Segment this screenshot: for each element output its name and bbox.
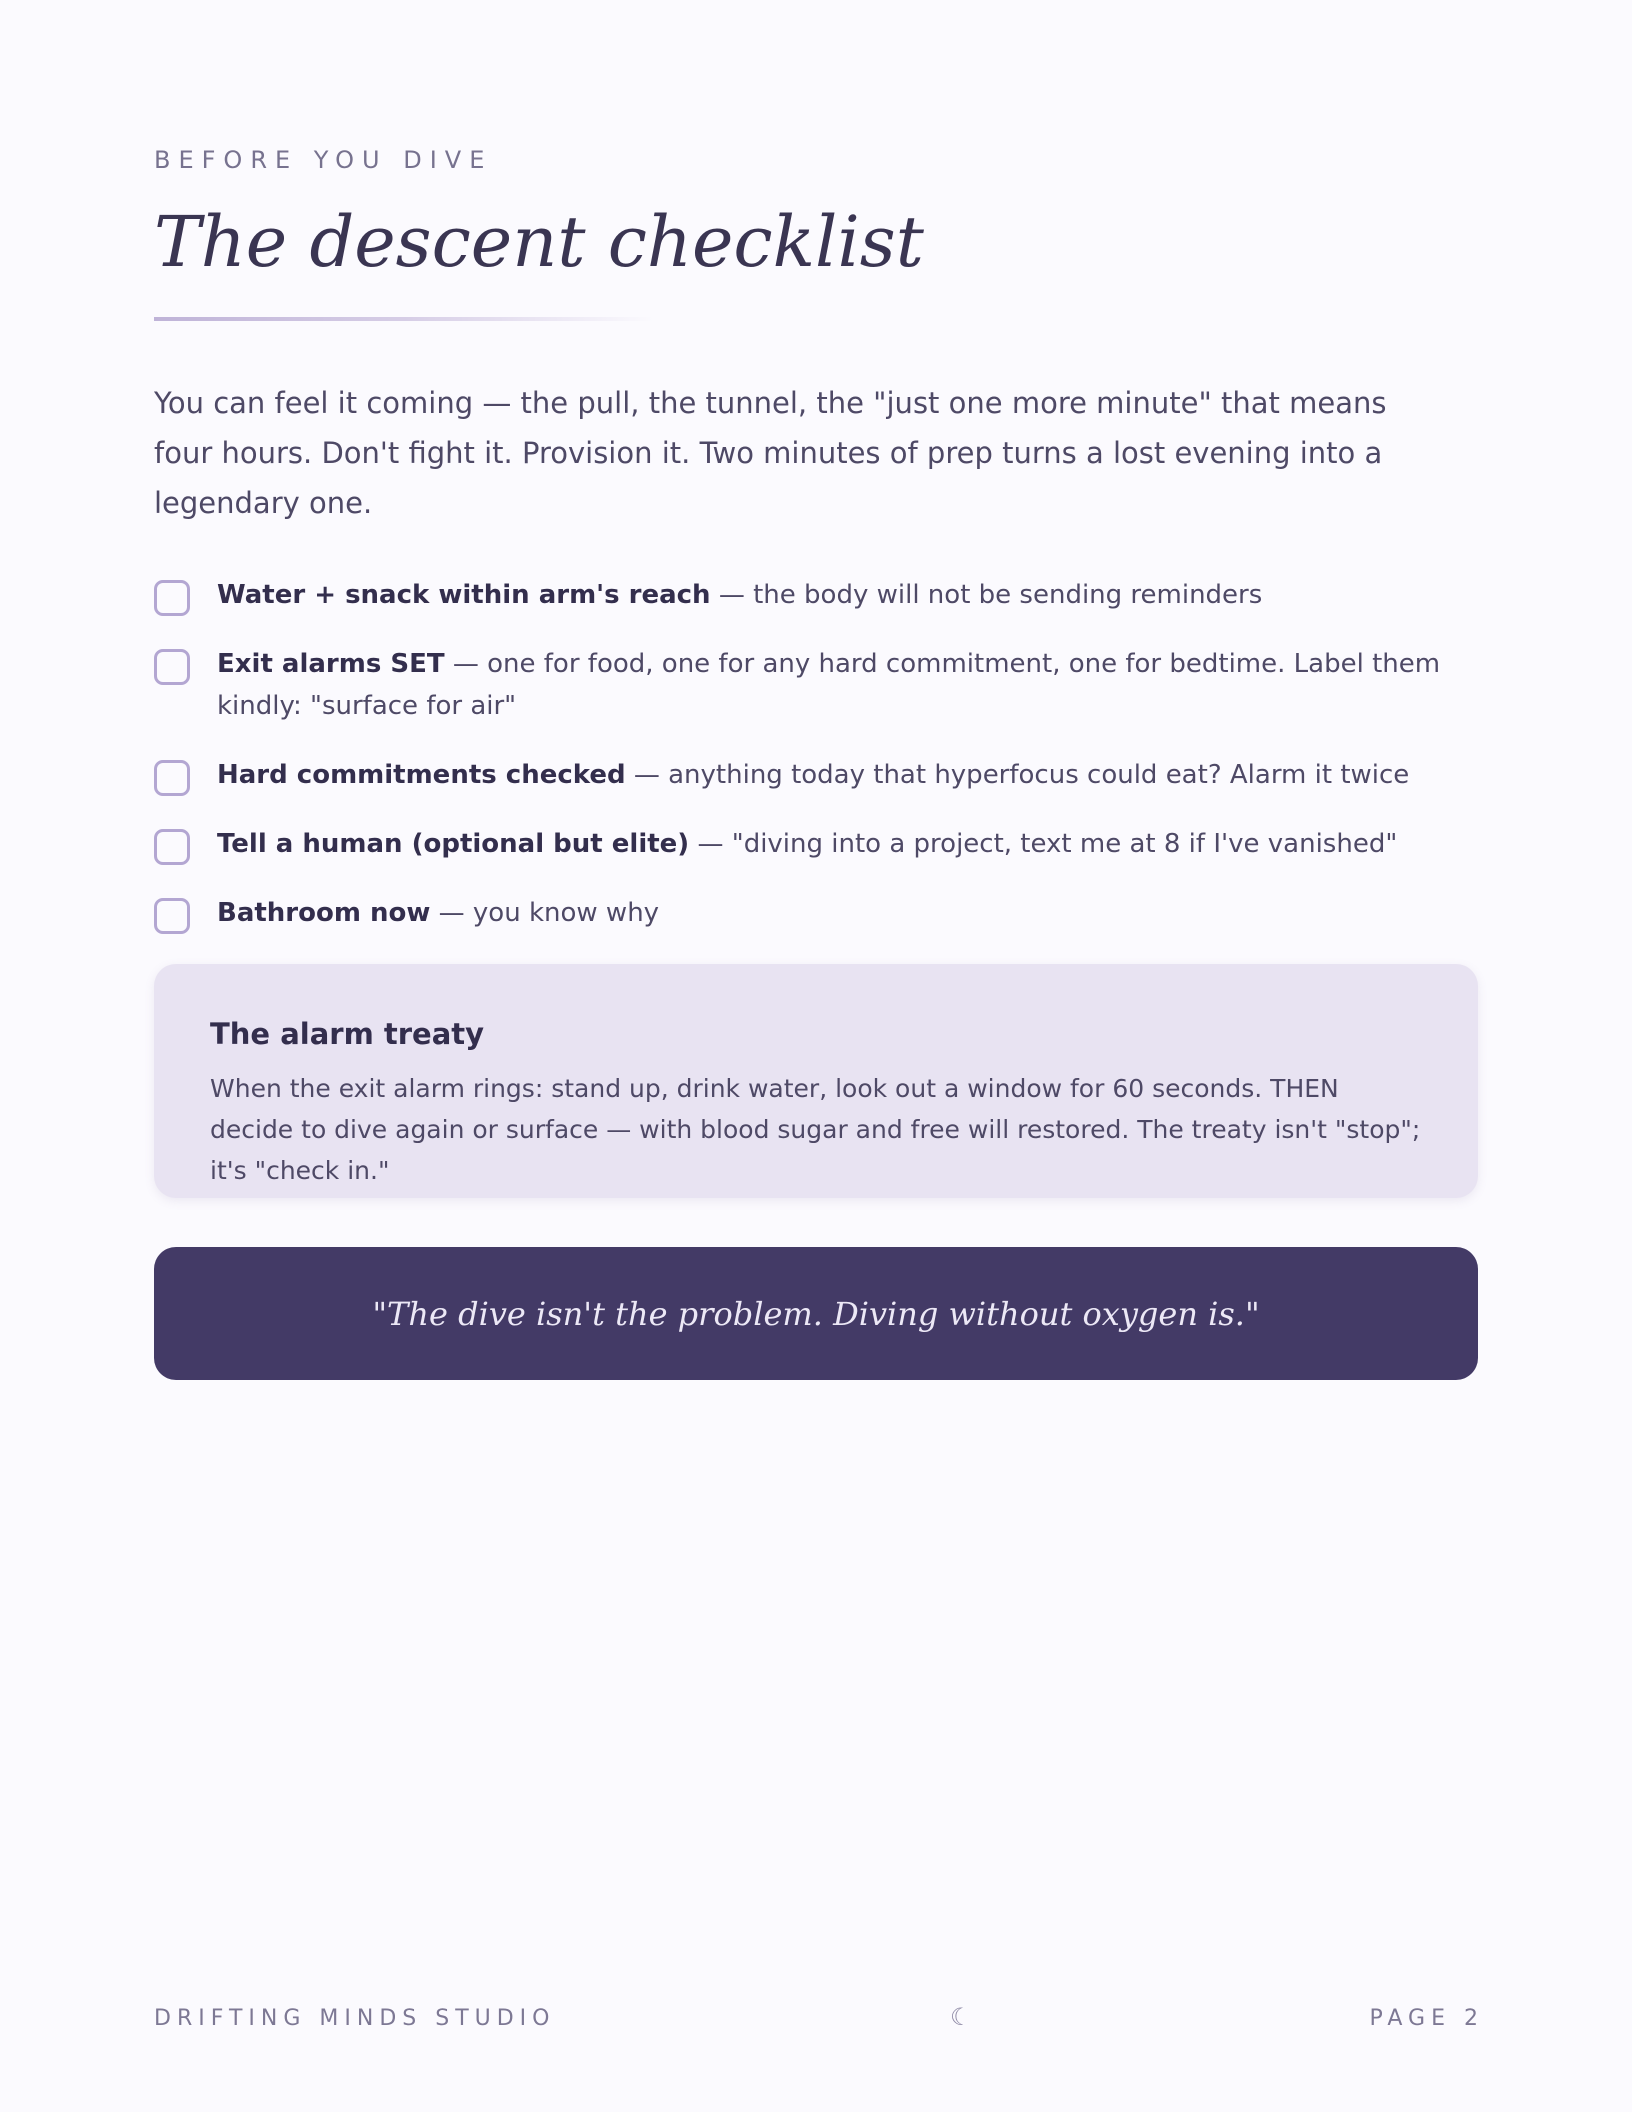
checklist-item-detail: — you know why xyxy=(430,898,660,928)
page-footer xyxy=(154,2003,1484,2038)
section-eyebrow: BEFORE YOU DIVE xyxy=(154,146,493,174)
descent-checklist xyxy=(154,574,1478,961)
footer-studio-name: DRIFTING MINDS STUDIO xyxy=(154,2006,556,2031)
page-title: The descent checklist xyxy=(154,201,924,283)
checklist-item-detail: — one for food, one for any hard commitment, one for bedtime. Label them kindly: "surface for air" xyxy=(217,649,1441,721)
checklist-item-water-snack xyxy=(154,574,1478,616)
checklist-item-label: Tell a human (optional but elite) xyxy=(217,829,690,859)
intro-paragraph: You can feel it coming — the pull, the tunnel, the "just one more minute" that means four hours. Don't fight it. Provision it. Two minutes of prep turns a lost evening into a legendary one. xyxy=(154,386,1387,520)
checkbox[interactable] xyxy=(154,580,190,616)
checklist-item-detail: — anything today that hyperfocus could eat? Alarm it twice xyxy=(625,760,1410,790)
page-number: PAGE 2 xyxy=(1369,2006,1484,2031)
checklist-item-detail: — the body will not be sending reminders xyxy=(710,580,1263,610)
checklist-item-bathroom xyxy=(154,892,1478,934)
checklist-item-label: Bathroom now xyxy=(217,898,431,928)
alarm-treaty-callout xyxy=(154,964,1478,1198)
checklist-item-exit-alarms xyxy=(154,643,1478,727)
checklist-item-label: Exit alarms SET xyxy=(217,649,445,679)
checklist-item-label: Hard commitments checked xyxy=(217,760,626,790)
callout-title: The alarm treaty xyxy=(210,1017,485,1051)
moon-icon: ☾ xyxy=(950,2003,972,2031)
checkbox[interactable] xyxy=(154,760,190,796)
checklist-item-detail: — "diving into a project, text me at 8 if I've vanished" xyxy=(689,829,1398,859)
checklist-item-hard-commitments xyxy=(154,754,1478,796)
callout-body: When the exit alarm rings: stand up, drink water, look out a window for 60 seconds. THEN decide to dive again or surface — with blood sugar and free will restored. The treaty isn't "stop"; it's "check in." xyxy=(210,1074,1421,1185)
checklist-item-label: Water + snack within arm's reach xyxy=(217,580,711,610)
title-divider xyxy=(154,317,654,321)
quote-banner xyxy=(154,1247,1478,1380)
checkbox[interactable] xyxy=(154,649,190,685)
checkbox[interactable] xyxy=(154,898,190,934)
checkbox[interactable] xyxy=(154,829,190,865)
checklist-item-tell-human xyxy=(154,823,1478,865)
pull-quote: "The dive isn't the problem. Diving without oxygen is." xyxy=(372,1294,1260,1333)
